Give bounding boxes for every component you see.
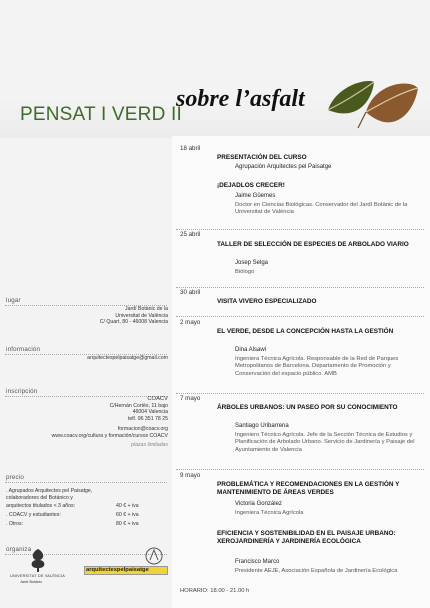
price-row: colaboradores del Botánico y: [6, 495, 73, 501]
event-title: EL VERDE, DESDE LA CONCEPCIÓN HASTA LA GESTIÓN: [217, 328, 394, 335]
event-speaker: Jaime Güemes: [235, 193, 276, 199]
date-label: 25 abril: [180, 231, 201, 238]
uv-name: UNIVERSITAT DE VALÈNCIA: [10, 574, 65, 578]
coacv-text: arquitectespelpaisatge: [86, 567, 149, 573]
inscripcion-info: [52, 396, 168, 448]
lugar-info: [100, 306, 168, 326]
price-row: . Otros:: [6, 521, 24, 527]
poster-subtitle: sobre l’asfalt: [176, 86, 305, 112]
informacion-label: información: [6, 346, 41, 353]
price-value: 40 € + iva: [116, 503, 139, 509]
event-title: PRESENTACIÓN DEL CURSO: [217, 154, 307, 161]
lugar-line: Jardí Botànic de la: [125, 306, 168, 312]
lugar-line: Universitat de València: [115, 312, 168, 319]
price-row: arquitectos titulados < 3 años:: [6, 503, 76, 509]
event-desc: Ingeniera Técnica Agrícola. Responsable de la Red de Parques Metropolitanos de Barcelona. Departamento de Promoción y Conservación del espacio público. AMB: [235, 356, 399, 377]
inscripcion-org: COACV: [147, 396, 168, 402]
event-speaker: Francisco Marco: [235, 559, 280, 565]
event-speaker: Josep Selga: [235, 260, 269, 266]
divider: [5, 482, 167, 483]
date-label: 18 abril: [180, 145, 201, 152]
event-desc: Biólogo: [235, 269, 255, 275]
inscripcion-label: inscripción: [6, 388, 38, 395]
divider: [176, 229, 424, 230]
inscripcion-line: 46004 Valencia: [132, 409, 168, 416]
price-value: 60 € + iva: [116, 512, 139, 518]
divider: [176, 316, 424, 317]
inscripcion-line: telf. 96 351 78 25: [127, 415, 168, 422]
price-value: 80 € + iva: [116, 521, 139, 527]
plazas-note: plazas limitadas: [131, 441, 168, 448]
event-title: VISITA VIVERO ESPECIALIZADO: [217, 298, 317, 305]
date-label: 7 mayo: [180, 395, 201, 402]
event-desc: Doctor en Ciencias Biológicas. Conservador del Jardí Botànic de la Universitat de València: [235, 202, 408, 216]
event-title: TALLER DE SELECCIÓN DE ESPECIES DE ARBOLADO VIARIO: [217, 241, 409, 248]
event-title: ¡DEJADLOS CRECER!: [217, 182, 285, 189]
price-row: . Agrupados Arquitectes pel Paisatge,: [6, 488, 93, 494]
divider: [176, 469, 424, 470]
leaf-icon: [322, 72, 422, 142]
divider: [176, 287, 424, 288]
date-label: 2 mayo: [180, 319, 201, 326]
poster-title: PENSAT I VERD II: [20, 104, 182, 125]
date-label: 9 mayo: [180, 472, 201, 479]
informacion-email[interactable]: arquitectespelpaisatge@gmail.com: [87, 355, 168, 361]
event-speaker: Santiago Uribarrena: [235, 423, 289, 429]
event-title: EFICIENCIA Y SOSTENIBILIDAD EN EL PAISAJE URBANO: XEROJARDINERÍA Y JARDINERÍA ECOLÓGICA: [217, 530, 396, 545]
price-row: . COACV y estudiantes:: [6, 512, 61, 518]
organiza-label: organiza: [6, 546, 32, 553]
lugar-label: lugar: [6, 297, 21, 304]
event-title: ÁRBOLES URBANOS: UN PASEO POR SU CONOCIMIENTO: [217, 404, 398, 411]
divider: [176, 393, 424, 394]
horario: HORARIO: 18.00 - 21.00 h: [180, 588, 250, 594]
event-speaker: Victoria González: [235, 501, 282, 507]
inscripcion-web[interactable]: www.coacv.org/cultura y formación/cursos COACV: [51, 432, 168, 439]
event-title: PROBLEMÁTICA Y RECOMENDACIONES EN LA GESTIÓN Y MANTENIMIENTO DE ÁREAS VERDES: [217, 481, 400, 496]
event-desc: Ingeniero Técnico Agrícola. Jefe de la Sección Técnica de Estudios y Planificación de Arbolado Urbano. Servicio de Jardinería y Paisaje del Ayuntamiento de Valencia: [235, 432, 415, 453]
lugar-line: C/ Quart, 80 - 46008 Valencia: [99, 319, 168, 326]
event-speaker: Agrupación Arquitectes pel Paisatge: [235, 164, 332, 170]
precio-label: precio: [6, 474, 25, 481]
event-desc: Presidente AEJE, Asociación Española de Jardinería Ecológica: [235, 568, 398, 574]
event-desc: Ingeniera Técnica Agrícola: [235, 510, 304, 516]
inscripcion-email[interactable]: formacion@coacv.org: [117, 426, 168, 433]
uv-sub: Jardí Botànic: [20, 580, 43, 584]
inscripcion-line: C/Hernán Cortés, 11 bajo: [109, 402, 168, 409]
date-label: 30 abril: [180, 289, 201, 296]
event-speaker: Dina Alsawi: [235, 347, 267, 353]
